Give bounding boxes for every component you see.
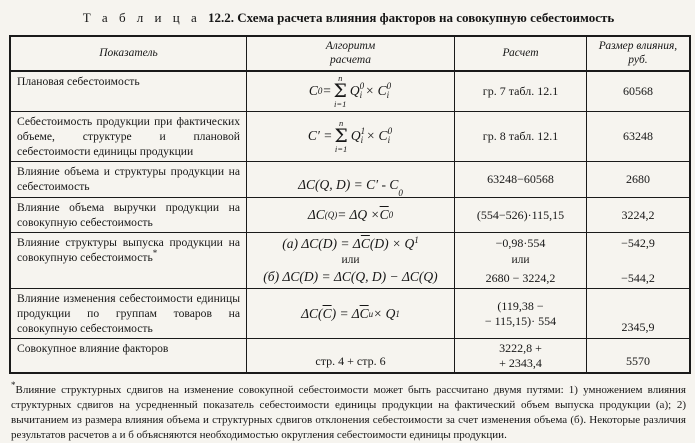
cell-formula: C 0 = n Σ i=1 Q 0 i × C 0 i xyxy=(247,72,455,111)
cell-calculation: 63248−60568 xyxy=(455,162,587,197)
cell-value xyxy=(587,233,689,288)
cell-indicator: Плановая себестоимость xyxy=(11,72,247,111)
cell-value: 2345,9 xyxy=(621,319,655,334)
header-cell-impact: Размер влияния, руб. xyxy=(598,40,678,67)
calc-variant-b: 2680 − 3224,2 xyxy=(485,270,556,285)
title-label: Т а б л и ц а xyxy=(82,10,201,25)
cell-calculation: 3222,8 + + 2343,4 xyxy=(455,339,587,372)
cell-calculation: гр. 8 табл. 12.1 xyxy=(455,112,587,161)
calc-variant-a: −0,98·554 xyxy=(495,236,546,251)
value-variant-a: −542,9 xyxy=(621,236,655,251)
table-row xyxy=(11,288,689,338)
cell-formula: ΔC (Q) = ΔQ × $\overline{C}$ 0 xyxy=(247,198,455,232)
table-row xyxy=(11,111,689,161)
indicator-text: Влияние структуры выпуска продукции на совокупную себестоимость* xyxy=(17,236,240,265)
cell-indicator: Влияние объема и структуры продукции на себестоимость xyxy=(11,162,247,197)
cell-formula xyxy=(247,233,455,288)
footnote xyxy=(11,380,686,443)
cell-calculation: (119,38 − − 115,15)· 554 xyxy=(455,289,587,338)
cell-indicator xyxy=(11,233,247,288)
value-variant-b: −544,2 xyxy=(621,270,655,285)
cell-value: 63248 xyxy=(623,129,653,144)
table-row xyxy=(11,197,689,232)
header-cell-indicator: Показатель xyxy=(11,37,247,70)
cell-calculation: (554−526)·115,15 xyxy=(455,198,587,232)
header-cell-calculation: Расчет xyxy=(455,37,587,70)
cell-formula: ΔC(Q, D) = C′ - C 0 xyxy=(247,162,455,197)
footnote-text: Влияние структурных сдвигов на изменение совокупной себестоимости может быть рассчитано двумя путями: 1) умножением влияния структурных сдвигов на усредненный показатель себестоимости единицы продукции на фактический объем выпуска продукции (а); 2) вычитанием из размера влияния объема и структурных сдвигов отклонения себестоимости за счет изменения объема (б). Некоторые различия результатов расчетов а и б объясняются необходимостью округления себестоимости единицы продукции. xyxy=(11,384,686,441)
page-title xyxy=(9,10,688,26)
title-text: Схема расчета влияния факторов на совокупную себестоимость xyxy=(237,10,615,25)
calc-or-label: или xyxy=(511,253,530,266)
cell-indicator: Влияние изменения себестоимости единицы продукции по группам товаров на совокупную себестоимость xyxy=(11,289,247,338)
cell-formula: C′ = n Σ i=1 Q 1 i × C 0 i xyxy=(247,112,455,161)
table-row xyxy=(11,232,689,288)
title-number: 12.2. xyxy=(207,10,234,25)
cell-calculation: гр. 7 табл. 12.1 xyxy=(455,72,587,111)
table-row xyxy=(11,161,689,197)
formula-variant-a: (а) $\Delta C(D) = \Delta\overline{C}(D) \times Q^1$ xyxy=(282,235,419,252)
factors-table xyxy=(9,35,691,374)
cell-value: 2680 xyxy=(626,172,650,187)
table-header-row xyxy=(11,37,689,72)
header-cell-algorithm: Алгоритм расчета xyxy=(247,37,455,70)
footnote-marker-ref: * xyxy=(152,248,158,259)
cell-value: 5570 xyxy=(626,353,650,368)
cell-value: 3224,2 xyxy=(621,207,655,222)
cell-formula: стр. 4 + стр. 6 xyxy=(247,339,455,372)
cell-indicator: Влияние объема выручки продукции на совокупную себестоимость xyxy=(11,198,247,232)
footnote-marker: * xyxy=(11,380,16,391)
cell-indicator: Себестоимость продукции при фактических объеме, структуре и плановой себестоимости единицы продукции xyxy=(11,112,247,161)
cell-formula: ΔC( $\overline{C}$ ) = Δ $\overline{C}$ и × Q 1 xyxy=(247,289,455,338)
formula-or-label: или xyxy=(341,253,360,266)
table-row xyxy=(11,72,689,111)
cell-indicator: Совокупное влияние факторов xyxy=(11,339,247,372)
formula-variant-b: (б) ΔC(D) = ΔC(Q, D) − ΔC(Q) xyxy=(263,268,438,284)
cell-calculation xyxy=(455,233,587,288)
table-row xyxy=(11,338,689,372)
cell-value: 60568 xyxy=(623,84,653,99)
